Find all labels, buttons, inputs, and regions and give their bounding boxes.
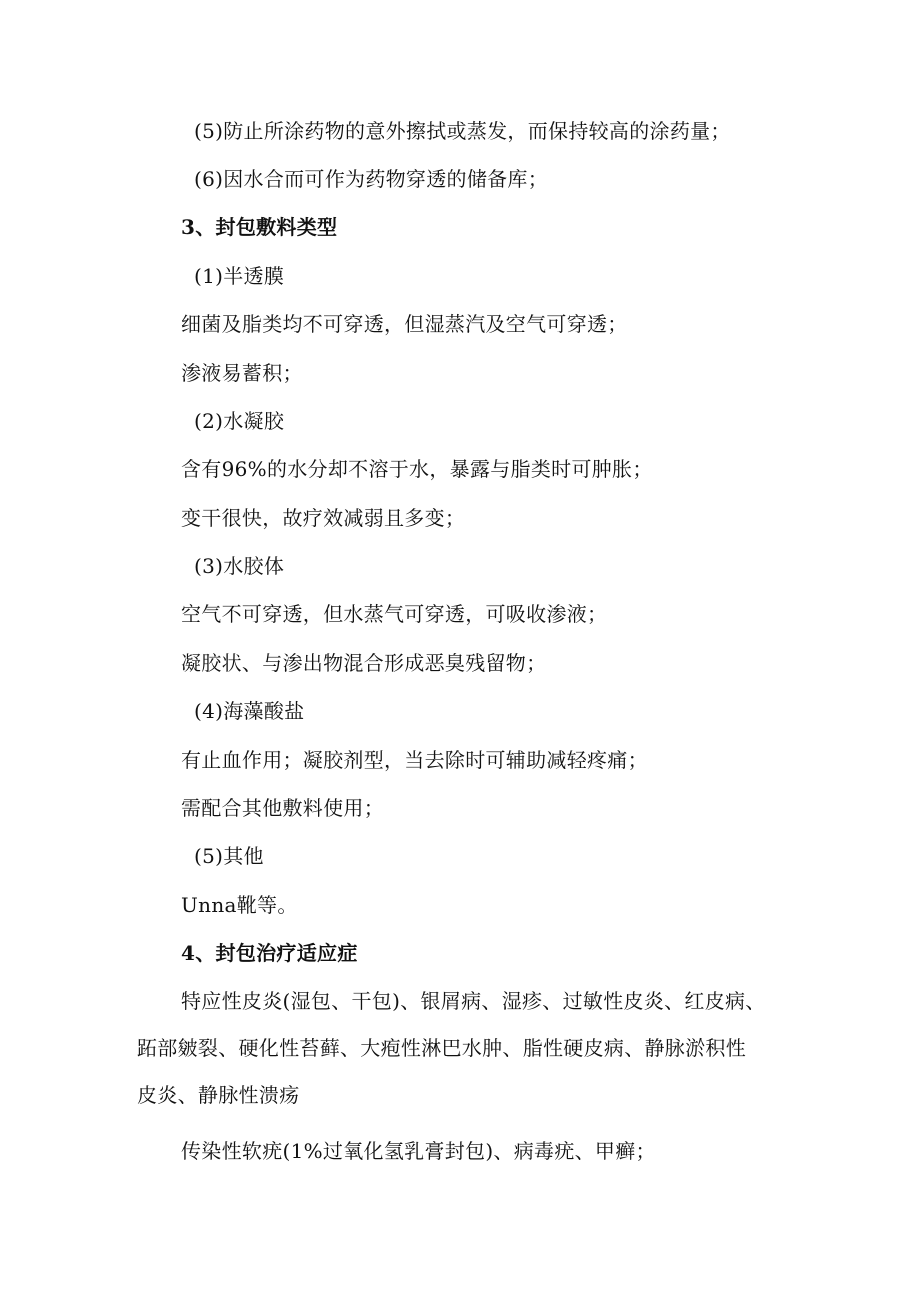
- paragraph-line: 凝胶状、与渗出物混合形成恶臭残留物；: [181, 651, 547, 675]
- subheading-semipermeable-film: (1)半透膜: [194, 264, 285, 288]
- paragraph-line: 空气不可穿透，但水蒸气可穿透，可吸收渗液；: [181, 602, 608, 626]
- paragraph-line: 变干很快，故疗效减弱且多变；: [181, 506, 466, 530]
- paragraph-line: 需配合其他敷料使用；: [181, 796, 384, 820]
- paragraph-line: 特应性皮炎(湿包、干包)、银屑病、湿疹、过敏性皮炎、红皮病、: [181, 989, 766, 1013]
- list-item-prevent-evaporation: (5)防止所涂药物的意外擦拭或蒸发，而保持较高的涂药量；: [194, 119, 731, 143]
- paragraph-line: 渗液易蓄积；: [181, 361, 303, 385]
- subheading-hydrogel: (2)水凝胶: [194, 409, 285, 433]
- paragraph-line: 含有96%的水分却不溶于水，暴露与脂类时可肿胀；: [181, 457, 653, 481]
- paragraph-line: Unna靴等。: [181, 893, 298, 917]
- paragraph-line: 有止血作用；凝胶剂型，当去除时可辅助减轻疼痛；: [181, 748, 648, 772]
- section-heading-dressing-types: 3、封包敷料类型: [181, 215, 338, 239]
- paragraph-line: 细菌及脂类均不可穿透，但湿蒸汽及空气可穿透；: [181, 312, 628, 336]
- subheading-hydrocolloid: (3)水胶体: [194, 554, 285, 578]
- paragraph-line: 皮炎、静脉性溃疡: [137, 1083, 300, 1107]
- paragraph-line: 传染性软疣(1%过氧化氢乳膏封包)、病毒疣、甲癣；: [181, 1139, 656, 1163]
- subheading-other: (5)其他: [194, 844, 264, 868]
- list-item-hydration-reservoir: (6)因水合而可作为药物穿透的储备库；: [194, 167, 549, 191]
- subheading-alginate: (4)海藻酸盐: [194, 699, 305, 723]
- section-heading-indications: 4、封包治疗适应症: [181, 941, 358, 965]
- paragraph-line: 跖部皴裂、硬化性苔藓、大疱性淋巴水肿、脂性硬皮病、静脉淤积性: [137, 1036, 746, 1060]
